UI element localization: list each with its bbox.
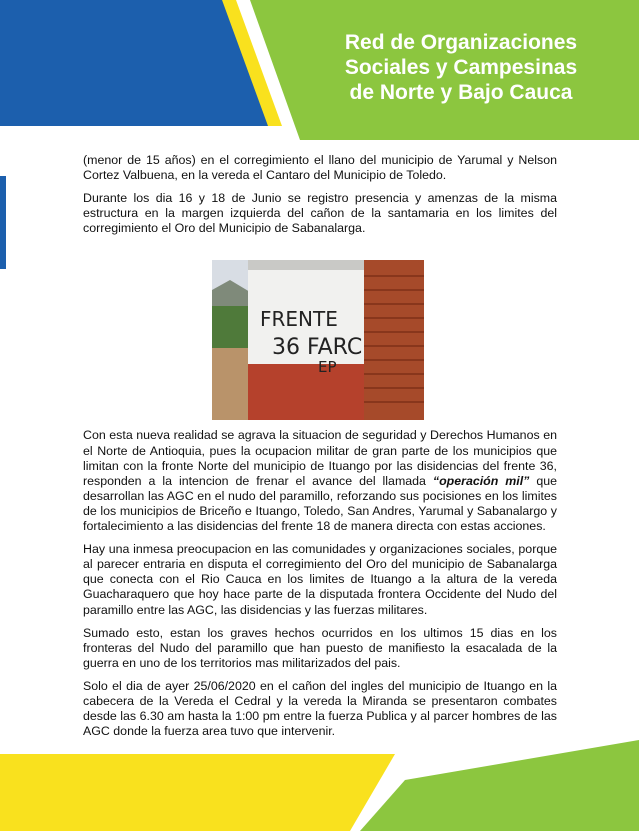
paragraph-6: Solo el dia de ayer 25/06/2020 en el cañon del ingles del municipio de Ituango en la cabecera de la Vereda el Cedral y la vereda la Miranda se presentaron combates desde las 6.30 am hasta la 1:00 pm entre la fuerza Publica y al parcer hombres de las AGC donde la fuerza area tuvo que intervenir. [83, 678, 557, 739]
graffiti-text-line-1: FRENTE [260, 307, 338, 331]
graffiti-photo [212, 260, 424, 420]
graffiti-photo-illustration [212, 260, 424, 420]
org-title-line-1: Red de Organizaciones [344, 31, 578, 54]
graffiti-text-line-2: 36 FARC [272, 335, 363, 360]
paragraph-3-part-2: que desarrollan las AGC en el nudo del paramillo, reforzando sus pocisiones en los limites de los municipios de Briceño e Ituango, Toledo, San Andres, Yarumal y Sabanalargo y fortalecimiento a las disidencias del frente 18 de manera directa con estas acciones. [83, 473, 558, 534]
footer-shapes [0, 740, 639, 831]
paragraph-5: Sumado esto, estan los graves hechos ocurridos en los ultimos 15 dias en los fronteras del Nudo del paramillo que han puesto de manifiesto la esacalada de la guerra en uno de los territorios mas militarizados del pais. [83, 625, 557, 670]
left-blue-accent-bar [0, 176, 6, 269]
paragraph-3 [83, 428, 557, 534]
paragraph-1: (menor de 15 años) en el corregimiento el llano del municipio de Yarumal y Nelson Cortez Valbuena, en la vereda el Cantaro del Municipio de Toledo. [83, 153, 557, 183]
operacion-mil-emphasis: “operación mil” [432, 473, 530, 488]
footer-green-shape [360, 740, 639, 831]
paragraph-2: Durante los dia 16 y 18 de Junio se registro presencia y amenzas de la misma estructura en la margen izquierda del cañon de la santamaria en los limites del corregimiento el Oro del Municipio de Sabanalarga. [83, 191, 557, 236]
page-header-banner [0, 0, 639, 150]
paragraph-4: Hay una inmesa preocupacion en las comunidades y organizaciones sociales, porque al parecer entraria en disputa el corregimiento del Oro del municipio de Sabanalarga que conecta con el Rio Cauca en los limites de Ituango a la altura de la vereda Guacharaquero que hoy hace parte de la disputada frontera Occidente del Nudo del paramillo entre las AGC, las disidencias y las fuerzas militares. [83, 542, 557, 617]
header-blue-shape [0, 0, 268, 126]
footer-yellow-shape [0, 754, 395, 831]
organization-title [296, 30, 626, 105]
article-body [83, 153, 557, 747]
page-footer-decoration [0, 740, 639, 831]
graffiti-text-line-3: EP [318, 358, 337, 376]
org-title-line-2: Sociales y Campesinas [344, 56, 578, 79]
org-title-line-3: de Norte y Bajo Cauca [349, 81, 573, 104]
paragraph-3-part-1: Con esta nueva realidad se agrava la situacion de seguridad y Derechos Humanos en el Norte de Antioquia, pues la ocupacion militar de gran parte de los municipios que limitan con la fronte Norte del municipio de Ituango por las disidencias del frente 36, responden a la intencion de frenar el avance del llamada [83, 428, 557, 488]
